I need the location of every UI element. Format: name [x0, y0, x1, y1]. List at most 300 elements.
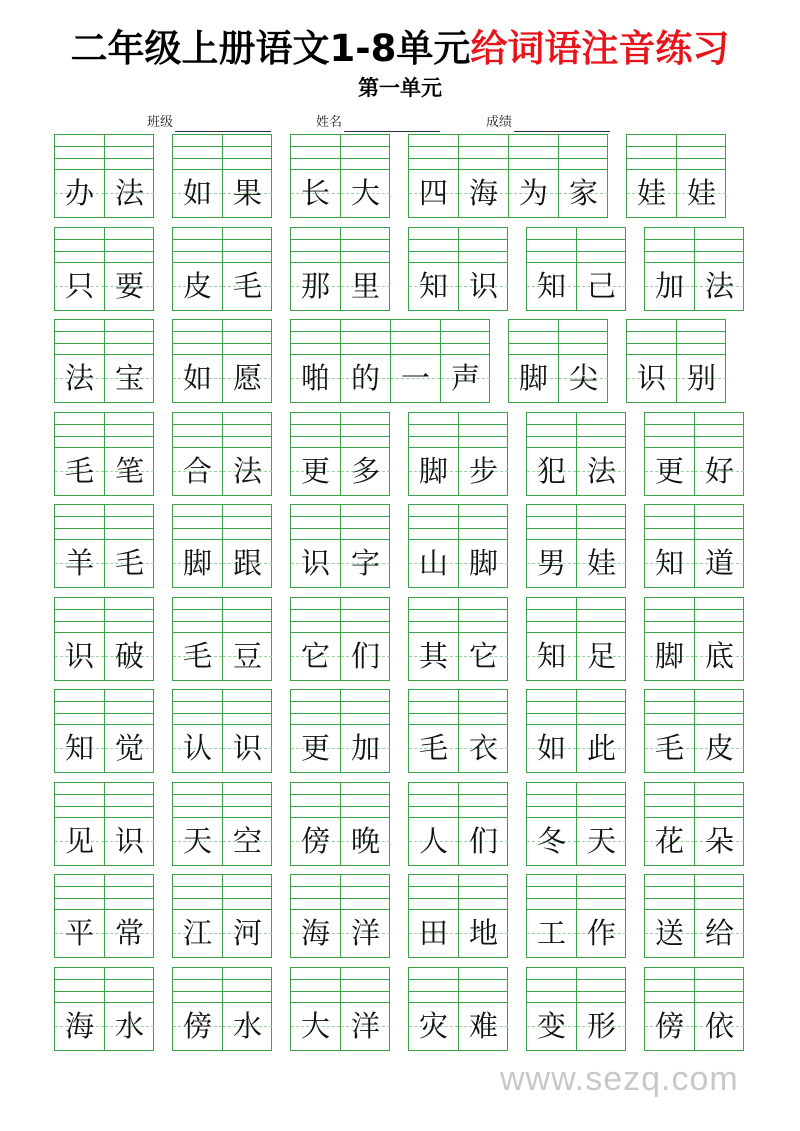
hanzi-character: 啪 [300, 361, 330, 395]
hanzi-character: 更 [300, 731, 330, 765]
hanzi-cell [577, 633, 626, 680]
hanzi-cell [105, 725, 154, 772]
hanzi-cell [291, 540, 340, 587]
pinyin-writing-lines[interactable] [172, 504, 272, 540]
hanzi-cells [290, 818, 390, 866]
hanzi-cells [290, 633, 390, 681]
word-box [290, 689, 390, 773]
title-black-part: 二年级上册语文1-8单元 [70, 27, 471, 70]
word-box [526, 227, 626, 311]
hanzi-character: 跟 [232, 546, 262, 580]
pinyin-writing-lines[interactable] [644, 689, 744, 725]
pinyin-writing-lines[interactable] [290, 782, 390, 818]
word-box [290, 319, 490, 403]
hanzi-cell [577, 910, 626, 957]
hanzi-character: 知 [536, 639, 566, 673]
hanzi-cell [459, 633, 508, 680]
hanzi-cells [644, 1003, 744, 1051]
pinyin-writing-lines[interactable] [290, 227, 390, 263]
hanzi-character: 如 [182, 176, 212, 210]
hanzi-character: 法 [232, 454, 262, 488]
hanzi-character: 法 [114, 176, 144, 210]
word-box [644, 227, 744, 311]
hanzi-cell [55, 448, 104, 495]
hanzi-cell [695, 725, 744, 772]
hanzi-cell [695, 633, 744, 680]
hanzi-cell [223, 540, 272, 587]
pinyin-writing-lines[interactable] [172, 412, 272, 448]
hanzi-character: 己 [586, 269, 616, 303]
word-box [54, 967, 154, 1051]
hanzi-cell [527, 263, 576, 310]
hanzi-cell [105, 818, 154, 865]
hanzi-cell [291, 1003, 340, 1050]
word-box [54, 874, 154, 958]
hanzi-character: 洋 [350, 916, 380, 950]
pinyin-writing-lines[interactable] [54, 597, 154, 633]
hanzi-cells [290, 170, 390, 218]
pinyin-writing-lines[interactable] [290, 689, 390, 725]
pinyin-writing-lines[interactable] [526, 689, 626, 725]
pinyin-writing-lines[interactable] [290, 967, 390, 1003]
hanzi-cell [291, 725, 340, 772]
hanzi-cell [173, 1003, 222, 1050]
pinyin-writing-lines[interactable] [172, 874, 272, 910]
hanzi-cells [626, 170, 726, 218]
hanzi-character: 多 [350, 454, 380, 488]
pinyin-writing-lines[interactable] [408, 597, 508, 633]
hanzi-cell [55, 355, 104, 402]
hanzi-character: 变 [536, 1009, 566, 1043]
hanzi-cell [645, 910, 694, 957]
hanzi-cell [577, 725, 626, 772]
hanzi-cell [695, 263, 744, 310]
pinyin-writing-lines[interactable] [290, 504, 390, 540]
name-field[interactable] [316, 114, 440, 132]
hanzi-cell [105, 540, 154, 587]
hanzi-cell [677, 355, 726, 402]
word-box [644, 874, 744, 958]
hanzi-cells [54, 170, 154, 218]
hanzi-cell [55, 725, 104, 772]
pinyin-writing-lines[interactable] [408, 874, 508, 910]
hanzi-cell [695, 1003, 744, 1050]
hanzi-cell [173, 448, 222, 495]
hanzi-character: 豆 [232, 639, 262, 673]
hanzi-cell [409, 540, 458, 587]
class-label: 班级 [147, 115, 174, 130]
score-label: 成绩 [486, 115, 513, 130]
hanzi-cells [626, 355, 726, 403]
hanzi-cell [677, 170, 726, 217]
hanzi-character: 毛 [64, 454, 94, 488]
hanzi-cells [526, 633, 626, 681]
hanzi-cell [341, 263, 390, 310]
pinyin-writing-lines[interactable] [54, 319, 154, 355]
hanzi-character: 办 [64, 176, 94, 210]
hanzi-cell [291, 263, 340, 310]
hanzi-cell [105, 910, 154, 957]
pinyin-writing-lines[interactable] [172, 227, 272, 263]
hanzi-cells [508, 355, 608, 403]
hanzi-character: 果 [232, 176, 262, 210]
hanzi-character: 们 [350, 639, 380, 673]
hanzi-character: 其 [418, 639, 448, 673]
hanzi-character: 犯 [536, 454, 566, 488]
hanzi-cell [645, 818, 694, 865]
word-box [526, 689, 626, 773]
hanzi-cells [290, 263, 390, 311]
pinyin-writing-lines[interactable] [408, 967, 508, 1003]
hanzi-cells [290, 1003, 390, 1051]
word-box [644, 597, 744, 681]
word-box [408, 597, 508, 681]
pinyin-writing-lines[interactable] [172, 782, 272, 818]
hanzi-character: 形 [586, 1009, 616, 1043]
hanzi-character: 脚 [182, 546, 212, 580]
hanzi-cells [290, 910, 390, 958]
pinyin-writing-lines[interactable] [172, 689, 272, 725]
hanzi-cell [173, 910, 222, 957]
word-box [54, 412, 154, 496]
hanzi-cell [341, 910, 390, 957]
hanzi-character: 更 [654, 454, 684, 488]
hanzi-cell [627, 170, 676, 217]
hanzi-character: 空 [232, 824, 262, 858]
word-box [508, 319, 608, 403]
hanzi-cell [291, 633, 340, 680]
hanzi-character: 宝 [114, 361, 144, 395]
hanzi-character: 知 [654, 546, 684, 580]
word-box [626, 319, 726, 403]
hanzi-cells [172, 910, 272, 958]
hanzi-character: 四 [418, 176, 448, 210]
hanzi-character: 工 [536, 916, 566, 950]
score-blank-line [514, 117, 610, 132]
hanzi-character: 水 [232, 1009, 262, 1043]
student-info-row [0, 114, 800, 134]
hanzi-cells [54, 355, 154, 403]
hanzi-character: 平 [64, 916, 94, 950]
title-red-part: 给词语注音练习 [470, 27, 730, 70]
hanzi-cell [223, 633, 272, 680]
hanzi-character: 傍 [182, 1009, 212, 1043]
hanzi-cell [441, 355, 490, 402]
word-box [526, 504, 626, 588]
pinyin-writing-lines[interactable] [644, 597, 744, 633]
hanzi-character: 只 [64, 269, 94, 303]
hanzi-character: 娃 [586, 546, 616, 580]
hanzi-cell [105, 448, 154, 495]
pinyin-writing-lines[interactable] [526, 597, 626, 633]
pinyin-writing-lines[interactable] [290, 412, 390, 448]
hanzi-character: 加 [654, 269, 684, 303]
hanzi-cells [172, 448, 272, 496]
word-box [644, 967, 744, 1051]
hanzi-cell [223, 355, 272, 402]
hanzi-character: 河 [232, 916, 262, 950]
word-box [290, 967, 390, 1051]
hanzi-cell [695, 818, 744, 865]
pinyin-writing-lines[interactable] [290, 134, 390, 170]
pinyin-writing-lines[interactable] [626, 134, 726, 170]
hanzi-character: 识 [636, 361, 666, 395]
hanzi-cells [526, 818, 626, 866]
hanzi-cells [408, 633, 508, 681]
word-box [54, 689, 154, 773]
hanzi-cell [645, 633, 694, 680]
hanzi-cell [509, 170, 558, 217]
hanzi-character: 娃 [636, 176, 666, 210]
pinyin-writing-lines[interactable] [54, 967, 154, 1003]
pinyin-writing-lines[interactable] [644, 782, 744, 818]
hanzi-cells [408, 725, 508, 773]
pinyin-writing-lines[interactable] [644, 227, 744, 263]
pinyin-writing-lines[interactable] [172, 134, 272, 170]
hanzi-cells [644, 818, 744, 866]
unit-subtitle: 第一单元 [358, 76, 442, 100]
hanzi-cells [172, 170, 272, 218]
word-box [54, 227, 154, 311]
hanzi-character: 天 [182, 824, 212, 858]
hanzi-character: 依 [704, 1009, 734, 1043]
hanzi-character: 们 [468, 824, 498, 858]
pinyin-writing-lines[interactable] [526, 227, 626, 263]
word-box [290, 874, 390, 958]
hanzi-character: 尖 [568, 361, 598, 395]
hanzi-character: 知 [64, 731, 94, 765]
hanzi-cells [172, 818, 272, 866]
word-box [644, 782, 744, 866]
hanzi-character: 衣 [468, 731, 498, 765]
hanzi-character: 海 [300, 916, 330, 950]
hanzi-cell [695, 448, 744, 495]
hanzi-cell [527, 910, 576, 957]
hanzi-cells [644, 263, 744, 311]
hanzi-cell [645, 448, 694, 495]
hanzi-cell [341, 170, 390, 217]
word-box [172, 412, 272, 496]
word-box [290, 597, 390, 681]
hanzi-character: 毛 [654, 731, 684, 765]
pinyin-writing-lines[interactable] [54, 874, 154, 910]
pinyin-writing-lines[interactable] [54, 227, 154, 263]
hanzi-cells [54, 910, 154, 958]
hanzi-cell [409, 263, 458, 310]
pinyin-writing-lines[interactable] [526, 504, 626, 540]
hanzi-character: 傍 [300, 824, 330, 858]
pinyin-writing-lines[interactable] [54, 689, 154, 725]
hanzi-cell [291, 355, 340, 402]
word-box [626, 134, 726, 218]
pinyin-writing-lines[interactable] [408, 782, 508, 818]
name-blank-line [344, 117, 440, 132]
hanzi-character: 朵 [704, 824, 734, 858]
pinyin-writing-lines[interactable] [172, 967, 272, 1003]
pinyin-writing-lines[interactable] [172, 597, 272, 633]
word-box [526, 597, 626, 681]
hanzi-cell [55, 1003, 104, 1050]
hanzi-character: 识 [114, 824, 144, 858]
hanzi-cell [627, 355, 676, 402]
hanzi-character: 家 [568, 176, 598, 210]
pinyin-writing-lines[interactable] [626, 319, 726, 355]
pinyin-writing-lines[interactable] [290, 597, 390, 633]
hanzi-cell [409, 448, 458, 495]
hanzi-cell [341, 818, 390, 865]
hanzi-cells [54, 263, 154, 311]
hanzi-cell [291, 448, 340, 495]
hanzi-character: 大 [300, 1009, 330, 1043]
pinyin-writing-lines[interactable] [54, 134, 154, 170]
hanzi-cells [526, 725, 626, 773]
hanzi-cells [290, 355, 490, 403]
pinyin-writing-lines[interactable] [408, 412, 508, 448]
pinyin-writing-lines[interactable] [508, 319, 608, 355]
hanzi-character: 底 [704, 639, 734, 673]
word-box [172, 597, 272, 681]
hanzi-cell [105, 1003, 154, 1050]
pinyin-writing-lines[interactable] [172, 319, 272, 355]
watermark-text: www.sezq.com [500, 1060, 739, 1098]
pinyin-writing-lines[interactable] [290, 874, 390, 910]
hanzi-cell [173, 540, 222, 587]
pinyin-writing-lines[interactable] [644, 412, 744, 448]
hanzi-cell [55, 818, 104, 865]
hanzi-cells [408, 1003, 508, 1051]
hanzi-character: 识 [468, 269, 498, 303]
word-box [290, 134, 390, 218]
pinyin-writing-lines[interactable] [526, 412, 626, 448]
hanzi-cell [341, 355, 390, 402]
hanzi-character: 脚 [518, 361, 548, 395]
word-box [408, 227, 508, 311]
hanzi-cell [645, 540, 694, 587]
hanzi-character: 海 [64, 1009, 94, 1043]
word-box [172, 689, 272, 773]
hanzi-cell [55, 170, 104, 217]
word-box [644, 412, 744, 496]
hanzi-cell [223, 170, 272, 217]
hanzi-character: 田 [418, 916, 448, 950]
word-box [54, 319, 154, 403]
hanzi-cell [459, 263, 508, 310]
hanzi-cell [105, 170, 154, 217]
pinyin-writing-lines[interactable] [54, 782, 154, 818]
hanzi-character: 它 [468, 639, 498, 673]
hanzi-character: 花 [654, 824, 684, 858]
hanzi-cell [695, 910, 744, 957]
hanzi-cells [54, 448, 154, 496]
hanzi-cell [459, 725, 508, 772]
word-box [172, 874, 272, 958]
word-box [526, 967, 626, 1051]
hanzi-cell [223, 1003, 272, 1050]
pinyin-writing-lines[interactable] [644, 967, 744, 1003]
word-box [408, 874, 508, 958]
hanzi-character: 为 [518, 176, 548, 210]
hanzi-cells [644, 725, 744, 773]
hanzi-cell [105, 263, 154, 310]
hanzi-cells [54, 818, 154, 866]
word-box [54, 504, 154, 588]
pinyin-writing-lines[interactable] [526, 874, 626, 910]
hanzi-cell [341, 1003, 390, 1050]
word-box [526, 412, 626, 496]
hanzi-cell [459, 448, 508, 495]
class-field[interactable] [147, 114, 271, 132]
word-box [290, 227, 390, 311]
word-box [644, 689, 744, 773]
hanzi-cells [644, 633, 744, 681]
hanzi-character: 晚 [350, 824, 380, 858]
hanzi-cell [173, 170, 222, 217]
pinyin-writing-lines[interactable] [526, 967, 626, 1003]
hanzi-cell [223, 263, 272, 310]
pinyin-writing-lines[interactable] [54, 412, 154, 448]
hanzi-character: 大 [350, 176, 380, 210]
hanzi-cell [527, 818, 576, 865]
hanzi-cell [577, 540, 626, 587]
pinyin-writing-lines[interactable] [408, 689, 508, 725]
hanzi-character: 灾 [418, 1009, 448, 1043]
hanzi-cells [172, 633, 272, 681]
hanzi-cell [577, 1003, 626, 1050]
pinyin-writing-lines[interactable] [644, 504, 744, 540]
hanzi-cell [291, 910, 340, 957]
hanzi-character: 加 [350, 731, 380, 765]
hanzi-cell [223, 910, 272, 957]
score-field[interactable] [486, 114, 610, 132]
hanzi-character: 羊 [64, 546, 94, 580]
hanzi-cell [223, 448, 272, 495]
pinyin-writing-lines[interactable] [290, 319, 490, 355]
hanzi-cell [173, 725, 222, 772]
pinyin-writing-lines[interactable] [644, 874, 744, 910]
hanzi-cell [559, 170, 608, 217]
hanzi-character: 破 [114, 639, 144, 673]
pinyin-writing-lines[interactable] [408, 134, 608, 170]
hanzi-character: 皮 [704, 731, 734, 765]
hanzi-character: 一 [400, 361, 430, 395]
hanzi-cell [459, 170, 508, 217]
hanzi-character: 别 [686, 361, 716, 395]
class-blank-line [175, 117, 271, 132]
hanzi-character: 足 [586, 639, 616, 673]
word-box [172, 227, 272, 311]
hanzi-cell [291, 170, 340, 217]
hanzi-character: 海 [468, 176, 498, 210]
pinyin-writing-lines[interactable] [526, 782, 626, 818]
hanzi-character: 识 [232, 731, 262, 765]
hanzi-character: 如 [182, 361, 212, 395]
word-box [172, 319, 272, 403]
hanzi-cell [559, 355, 608, 402]
pinyin-writing-lines[interactable] [408, 227, 508, 263]
hanzi-character: 识 [64, 639, 94, 673]
word-box [408, 504, 508, 588]
hanzi-cell [391, 355, 440, 402]
hanzi-character: 男 [536, 546, 566, 580]
name-label: 姓名 [316, 115, 343, 130]
hanzi-cell [105, 633, 154, 680]
hanzi-cell [459, 540, 508, 587]
hanzi-cells [644, 448, 744, 496]
pinyin-writing-lines[interactable] [408, 504, 508, 540]
pinyin-writing-lines[interactable] [54, 504, 154, 540]
hanzi-cell [223, 725, 272, 772]
hanzi-cells [408, 910, 508, 958]
